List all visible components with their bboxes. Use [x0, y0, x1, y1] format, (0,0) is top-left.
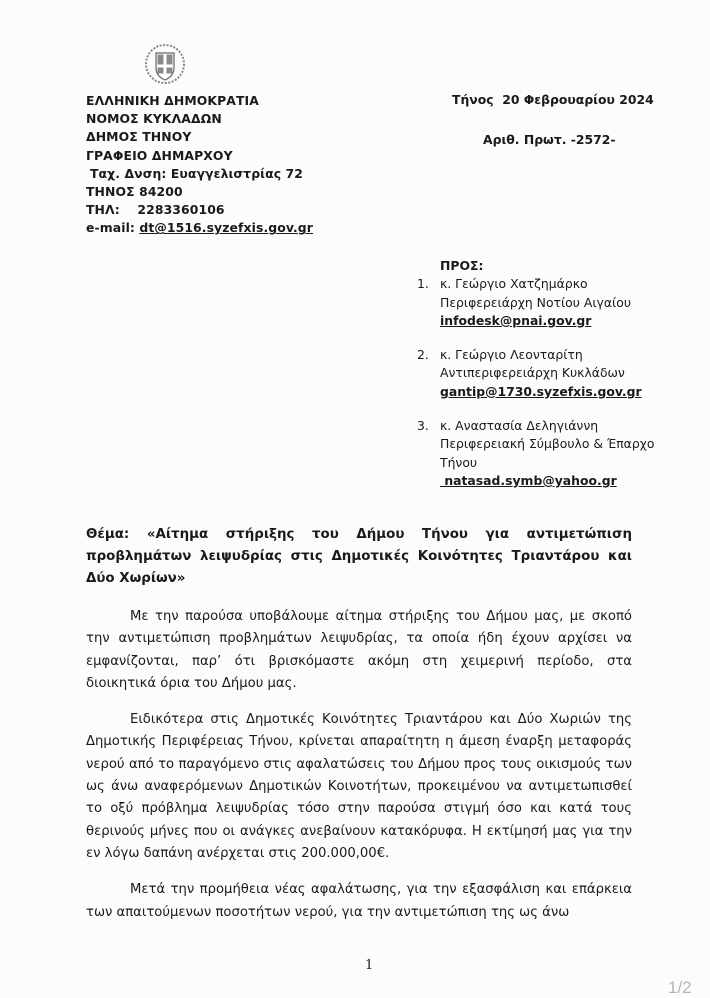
body-paragraph: Με την παρούσα υποβάλουμε αίτημα στήριξης του Δήμου μας, με σκοπό την αντιμετώπιση προβλημάτων λειψυδρίας, τα οποία ήδη έχουν αρχίσει να εμφανίζονται, παρ’ ότι βρισκόμαστε ακόμη στη χειμερινή περίοδο, στα διοικητικά όρια του Δήμου μας. [86, 609, 632, 691]
document-subject: Θέμα: «Αίτημα στήριξης του Δήμου Τήνου για αντιμετώπιση προβλημάτων λειψυδρίας στις Δημοτικές Κοινότητες Τριαντάρου και Δύο Χωρίων» [86, 527, 632, 586]
sender-block [86, 92, 313, 238]
recipient-title: Περιφερειάρχη Νοτίου Αιγαίου [440, 294, 631, 310]
body-paragraph: Ειδικότερα στις Δημοτικές Κοινότητες Τριαντάρου και Δύο Χωριών της Δημοτικής Περιφέρειας Τήνου, κρίνεται απαραίτητη η άμεση έναρξη μεταφοράς νερού από το παραγόμενο στις αφαλατώσεις του Δήμου προς τους οικισμούς των ως άνω αναφερόμενων Δημοτικών Κοινοτήτων, προκειμένου να αντιμετωπισθεί το οξύ πρόβλημα λειψυδρίας τόσο στην παρούσα στιγμή όσο και κατά τους θερινούς μήνες που οι ανάγκες ανεβαίνουν κατακόρυφα. Η εκτίμησή μας για την εν λόγω δαπάνη ανέρχεται στις 200.000,00€. [86, 712, 632, 861]
recipient-email-link[interactable]: natasad.symb@yahoo.gr [440, 472, 617, 488]
recipient-item [417, 275, 654, 330]
recipient-email-link[interactable]: infodesk@pnai.gov.gr [440, 312, 592, 328]
viewer-page-indicator: 1/2 [668, 978, 692, 997]
sender-email-label: e-mail: [86, 220, 140, 236]
recipient-number: 1. [417, 276, 429, 292]
recipient-number: 2. [417, 347, 429, 363]
sender-line: ΔΗΜΟΣ ΤΗΝΟΥ [86, 129, 192, 145]
recipient-title: Περιφερειακή Σύμβουλο & Έπαρχο [440, 436, 655, 452]
document-body [86, 606, 632, 938]
sender-line: ΝΟΜΟΣ ΚΥΚΛΑΔΩΝ [86, 111, 222, 127]
sender-line: ΕΛΛΗΝΙΚΗ ΔΗΜΟΚΡΑΤΙΑ [86, 93, 259, 108]
sender-phone: ΤΗΛ: 2283360106 [86, 202, 225, 218]
sender-line: ΓΡΑΦΕΙΟ ΔΗΜΑΡΧΟΥ [86, 147, 233, 163]
recipient-title: Αντιπεριφερειάρχη Κυκλάδων [440, 365, 625, 381]
greek-coat-of-arms-icon [143, 42, 187, 86]
recipients-heading: ΠΡΟΣ: [440, 258, 484, 273]
recipient-name: κ. Γεώργιο Χατζημάρκο [440, 276, 588, 292]
recipient-item [417, 417, 654, 490]
recipient-item [417, 346, 654, 401]
document-date: Τήνος 20 Φεβρουαρίου 2024 [452, 92, 654, 107]
recipient-email-link[interactable]: gantip@1730.syzefxis.gov.gr [440, 383, 642, 399]
recipient-title-cont: Τήνου [440, 454, 478, 470]
sender-email-row [86, 219, 313, 237]
recipient-name: κ. Γεώργιο Λεονταρίτη [440, 347, 583, 363]
body-paragraph: Μετά την προμήθεια νέας αφαλάτωσης, για την εξασφάλιση και επάρκεια των απαιτούμενων ποσοτήτων νερού, για την αντιμετώπιση της ως άνω [86, 882, 632, 920]
recipients-block [417, 257, 654, 506]
page-number: 1 [365, 958, 374, 973]
recipient-name: κ. Αναστασία Δεληγιάννη [440, 418, 599, 434]
protocol-number: Αριθ. Πρωτ. -2572- [483, 132, 616, 147]
sender-address: Ταχ. Δνση: Ευαγγελιστρίας 72 [90, 165, 304, 181]
sender-line: ΤΗΝΟΣ 84200 [86, 184, 183, 200]
recipient-number: 3. [417, 418, 429, 434]
sender-email-link[interactable]: dt@1516.syzefxis.gov.gr [139, 220, 313, 236]
